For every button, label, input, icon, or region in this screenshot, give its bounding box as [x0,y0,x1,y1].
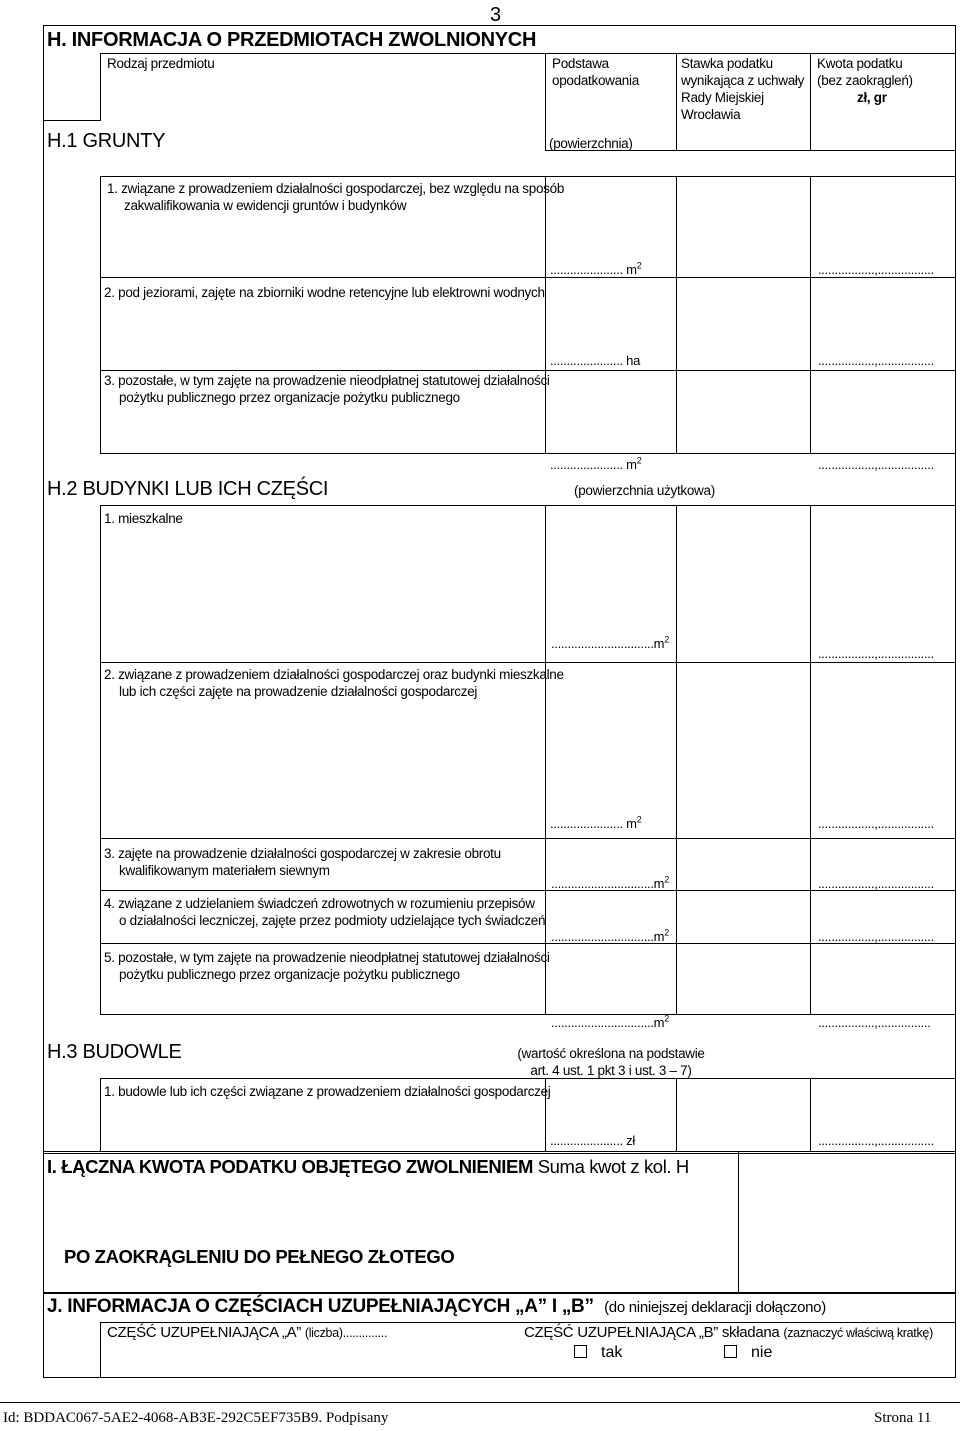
rounded-label: PO ZAOKRĄGLENIU DO PEŁNEGO ZŁOTEGO [64,1246,455,1267]
header-stawka: Stawka podatku wynikająca z uchwały Rady Miejskiej Wrocławia [681,56,805,122]
budynki-item-2: 2. związane z prowadzeniem działalności gospodarczej oraz budynki mieszkalne lub ich części zajęte na prowadzenie działalności gospodarczej [104,667,564,699]
section-h-title: H. INFORMACJA O PRZEDMIOTACH ZWOLNIONYCH [47,29,537,51]
budynki-item-3: 3. zajęte na prowadzenie działalności gospodarczej w zakresie obrotu kwalifikowanym materiałem siewnym [104,846,501,878]
budynki-item-3-base[interactable]: $...............................m^2$ [551,874,669,891]
grunty-item-2-amount[interactable]: .................,................. [818,353,934,368]
part-a-label: CZĘŚĆ UZUPEŁNIAJĄCA „A” (liczba).............. [107,1324,388,1341]
budynki-base-label: (powierzchnia użytkowa) [574,483,715,498]
budowle-base-label: (wartość określona na podstawie art. 4 ust. 1 pkt 3 i ust. 3 – 7) [517,1046,705,1078]
budowle-item-1-amount[interactable]: .................,................. [818,1133,934,1148]
checkbox-tak[interactable] [574,1345,587,1358]
option-nie[interactable]: nie [724,1344,772,1362]
footer-page: Strona 11 [874,1410,932,1426]
section-j-title: J. INFORMACJA O CZĘŚCIACH UZUPEŁNIAJĄCYCH „A” I „B” (do niniejszej deklaracji dołączono) [47,1296,826,1317]
budynki-item-2-base[interactable]: ...................... $m^2$ [550,814,642,831]
budynki-item-2-amount[interactable]: .................,................. [818,816,934,831]
grunty-item-1: 1. związane z prowadzeniem działalności gospodarczej, bez względu na sposób zakwalifikowania w ewidencji gruntów i budynków [107,181,565,213]
budynki-item-5-base[interactable]: $...............................m^2$ [551,1013,669,1030]
budynki-item-4: 4. związane z udzielaniem świadczeń zdrowotnych w rozumieniu przepisów o działalności leczniczej, zajęte przez podmioty udzielające tych świadczeń [104,896,546,928]
total-amount-box[interactable] [738,1151,956,1294]
footer-id: Id: BDDAC067-5AE2-4068-AB3E-292C5EF735B9. Podpisany [3,1410,389,1426]
section-i-title: I. ŁĄCZNA KWOTA PODATKU OBJĘTEGO ZWOLNIENIEM Suma kwot z kol. H [47,1156,689,1177]
budynki-item-1-amount[interactable]: .................,................. [818,646,934,661]
grunty-item-1-amount[interactable]: .................,................. [818,262,934,277]
budowle-title: H.3 BUDOWLE [47,1041,182,1063]
grunty-item-2-base[interactable]: ...................... ha [550,353,641,368]
part-b-label: CZĘŚĆ UZUPEŁNIAJĄCA „B” składana (zaznaczyć właściwą kratkę) [524,1324,933,1341]
budynki-title: H.2 BUDYNKI LUB ICH CZĘŚCI [47,478,329,500]
checkbox-nie[interactable] [724,1345,737,1358]
budowle-item-1-base[interactable]: ...................... zł [550,1133,635,1148]
grunty-title: H.1 GRUNTY [47,130,166,152]
budowle-item-1: 1. budowle lub ich części związane z prowadzeniem działalności gospodarczej [104,1084,551,1099]
grunty-item-3-base[interactable]: ...................... $m^2$ [550,455,642,472]
budynki-item-1-base[interactable]: $...............................m^2$ [551,634,669,651]
budynki-item-5: 5. pozostałe, w tym zajęte na prowadzenie nieodpłatnej statutowej działalności pożytku publicznego przez organizacje pożytku publicznego [104,950,550,982]
header-podstawa-unit: (powierzchnia) [549,136,633,151]
budynki-item-3-amount[interactable]: .................,................. [818,876,934,891]
option-tak[interactable]: tak [574,1344,622,1362]
grunty-item-2: 2. pod jeziorami, zajęte na zbiorniki wodne retencyjne lub elektrowni wodnych [104,285,545,300]
grunty-item-3: 3. pozostałe, w tym zajęte na prowadzenie nieodpłatnej statutowej działalności pożytku publicznego przez organizacje pożytku publicznego [104,373,550,405]
header-rodzaj: Rodzaj przedmiotu [107,56,215,71]
grunty-item-1-base[interactable]: ...................... $m^2$ [550,260,642,277]
grunty-item-3-amount[interactable]: .................,................. [818,457,934,472]
budynki-item-4-base[interactable]: $...............................m^2$ [551,927,669,944]
header-kwota: Kwota podatku (bez zaokrągleń) zł, gr [817,56,913,105]
budynki-item-4-amount[interactable]: .................,................. [818,929,934,944]
budynki-item-5-amount[interactable]: .................,................ [818,1015,931,1030]
budynki-item-1: 1. mieszkalne [104,511,183,526]
page-number: 3 [490,4,501,26]
header-podstawa: Podstawa opodatkowania [552,56,639,88]
